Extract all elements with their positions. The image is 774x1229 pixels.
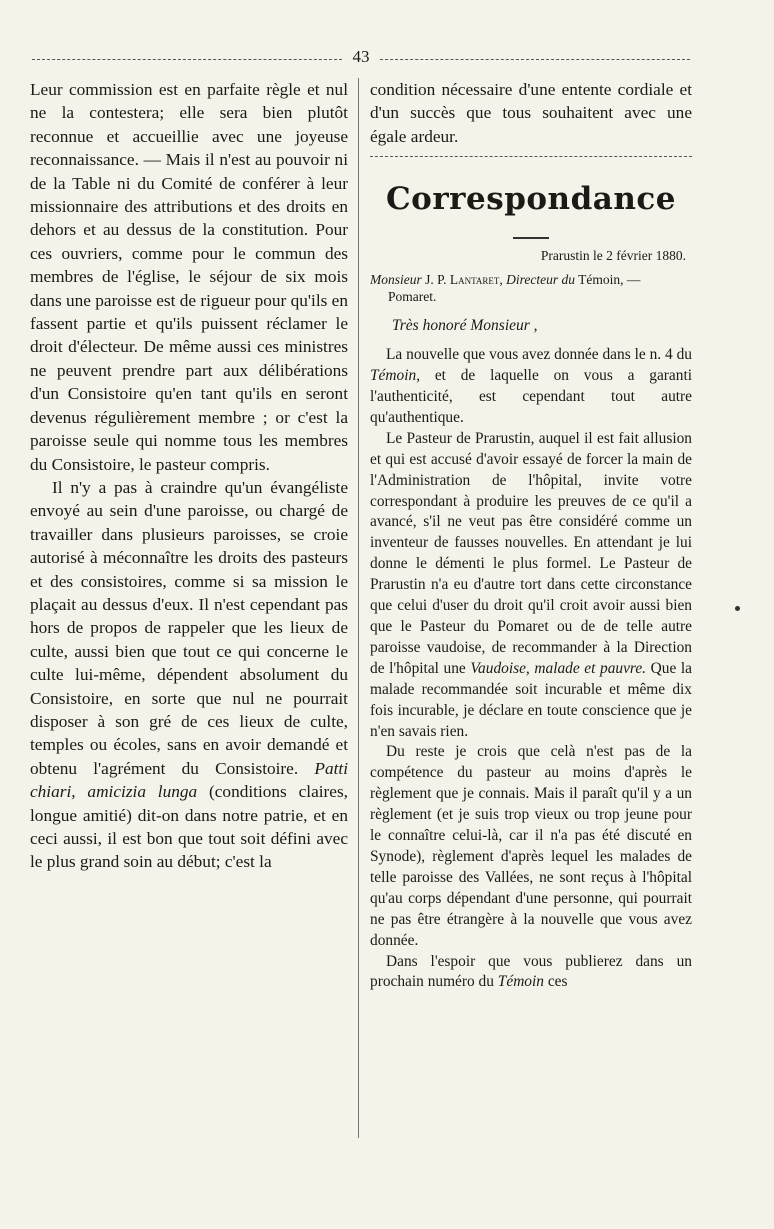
page-number: 43 [352,47,370,66]
right-intro: condition nécessaire d'une entente cordiale et d'un succès que tous souhaitent avec une égale ardeur. [370,80,692,146]
left-paragraph-2-text: Il n'y a pas à craindre qu'un évangéliste envoyé au sein d'une paroisse, ou chargé de travailler dans plusieurs paroisses, se croie autorisé à méconnaître les droits des pasteurs et des consistoires, comme si sa mission le plaçait au dessus d'eux. Il n'est cependant pas hors de propos de rappeler que les lieux de culte, aussi bien que tout ce qui concerne le culte lui-même, dépendent absolument du Consistoire, en sorte que nul ne pourrait disposer à son gré de ces lieux de culte, temples ou écoles, sans en avoir demandé et obtenu l'agrément du Consistoire. [30,477,348,778]
letter-salutation: Très honoré Monsieur , [392,317,538,335]
left-paragraph-2 [30,476,348,874]
letter-paragraph-1-em: Témoin [370,367,417,385]
letter-paragraph-4-tail: ces [543,973,568,991]
column-divider [358,78,359,1138]
letter-paragraph-1-text: La nouvelle que vous avez donnée dans le n. 4 du [386,346,692,364]
left-paragraph-2-tail: (conditions claires, longue amitié) dit-on dans notre patrie, et en ceci aussi, il est bon que tout soit défini avec le plus grand soin au début; c'est la [30,782,348,872]
letter-address: Monsieur J. P. Lantaret, Directeur du Témoin, — Pomaret. [370,272,641,305]
italian-proverb: Patti chiari, amicizia lunga [30,758,348,802]
letter-paragraph-4-em: Témoin [497,973,544,991]
right-column [370,78,692,993]
address-monsieur: Monsieur [370,272,422,288]
letter-paragraph-2 [370,429,692,743]
page-header [32,46,690,68]
letter-paragraph-3-text: Du reste je crois que celà n'est pas de la compétence du pasteur au moins d'après le règlement que je connais. Mais il paraît qu'il y a un règlement (et je suis trop vieux ou trop jeune pour le connaître celui-là, car il n'a pas été discuté en Synode), règlement d'après lequel les malades de telle paroisse des Vallées, ne sont reçus à l'hôpital qu'au corps dépendant d'une personne, qui pourrait ne pas être étrangère à la nouvelle que vous avez donnée. [370,743,692,949]
header-rule-right [380,59,690,60]
left-column [30,78,348,874]
title-ornament [513,237,549,239]
letter-paragraph-4 [370,952,692,994]
left-paragraph-1: Leur commission est en parfaite règle et nul ne la contestera; elle sera bien plutôt reconnue et accueillie avec une joyeuse reconnaissance. — Mais il n'est au pouvoir ni de la Table ni du Comité de conférer à leur missionnaire des attributions et des droits en dehors et au dessus de la constitution. Pour ces ouvriers, comme pour le commun des membres de l'église, le séjour de six mois dans une paroisse est de rigueur pour qu'ils en fassent partie et qu'ils puissent réclamer le droit d'électeur. De même aussi ces ministres ne peuvent prendre part aux délibérations d'un Consistoire qu'en tant qu'ils en seront devenus régulièrement membre ; or c'est la paroisse seule qui nomme tous les membres du Consistoire, le pasteur compris. [30,80,348,474]
letter-paragraph-1 [370,345,692,429]
address-rest: Témoin, — Pomaret. [388,272,641,305]
letter-paragraph-3 [370,742,692,951]
address-name: Lantaret [449,272,500,288]
address-role: Directeur du [506,272,576,288]
letter-paragraph-1-tail: , et de laquelle on vous a garanti l'authenticité, est cependant tout autre qu'authentique. [370,367,692,426]
letter-paragraph-4-text: Dans l'espoir que vous publierez dans un prochain numéro du [370,952,692,991]
ink-dot [735,606,740,611]
letter-paragraph-2-tail: Que la malade recommandée soit incurable et même dix fois incurable, je déclare en toute conscience que je n'en savais rien. [370,659,692,740]
section-title: Correspondance [386,181,676,218]
letter-paragraph-2-em: Vaudoise, malade et pauvre. [470,659,647,677]
section-separator [370,156,692,157]
address-initials: J. P. [425,272,447,288]
letter-date: Prarustin le 2 février 1880. [540,248,686,264]
letter-paragraph-2-text: Le Pasteur de Prarustin, auquel il est fait allusion et qui est accusé d'avoir essayé de forcer la main de l'Administration de l'hôpital, invite votre correspondant à produire les preuves de ce qu'il a avancé, s'il ne veut pas être considéré comme un inventeur de fausses nouvelles. En attendant je lui donne le démenti le plus formel. Le Pasteur de Prarustin n'a eu d'autre tort dans cette circonstance que celui d'user du droit qu'il croit avoir aussi bien que le Pasteur du Pomaret ou de de telle autre paroisse vaudoise, de recommander à la Direction de l'hôpital une [370,429,692,677]
